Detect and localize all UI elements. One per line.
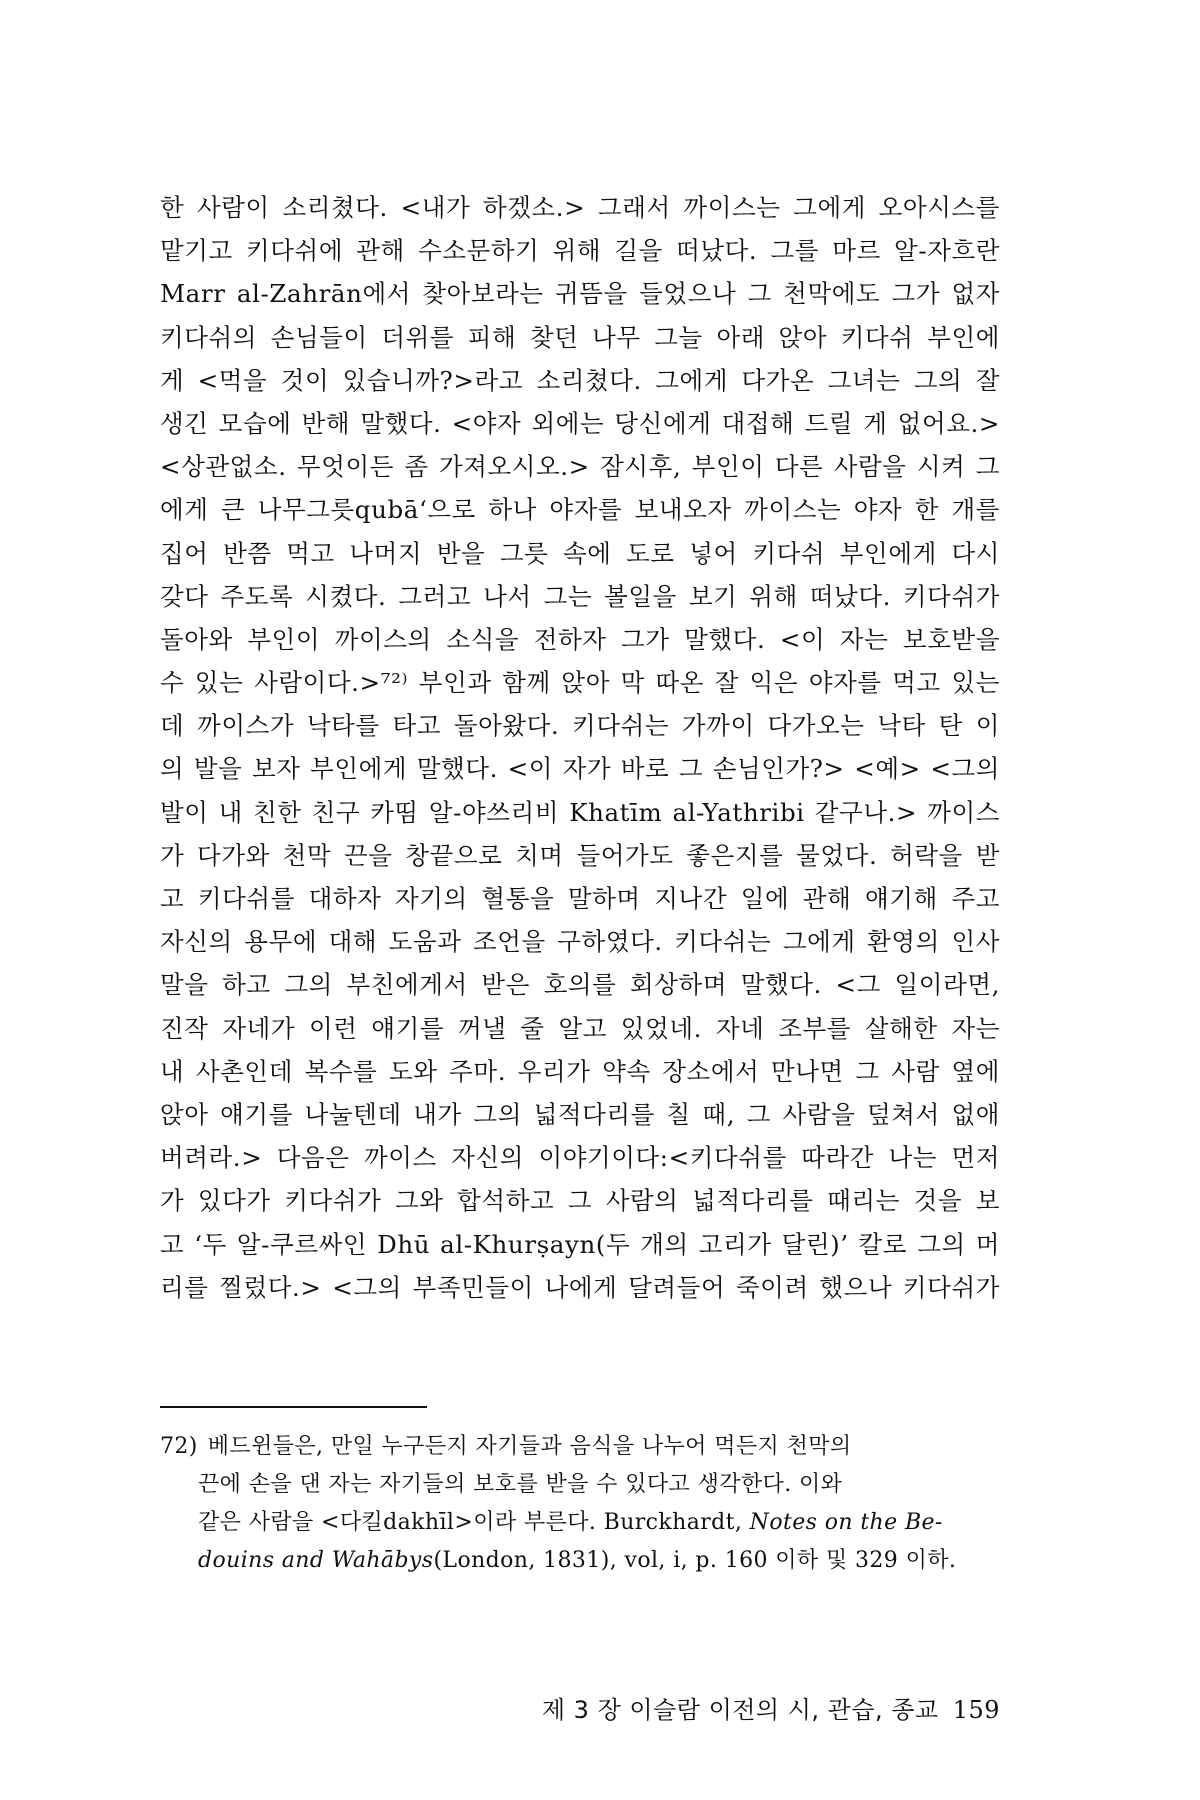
footnote-text: 베드윈들은, 만일 누구든지 자기들과 음식을 나누어 먹든지 천막의: [207, 1434, 852, 1459]
footnote-number: 72): [160, 1434, 198, 1459]
footnote-line: 끈에 손을 댄 자는 자기들의 보호를 받을 수 있다고 생각한다. 이와: [198, 1472, 843, 1497]
text-line: 집어 반쯤 먹고 나머지 반을 그릇 속에 도로 넣어 키다쉬 부인에게 다시: [160, 538, 1000, 568]
text-line: 키다쉬의 손님들이 더위를 피해 찾던 나무 그늘 아래 앉아 키다쉬 부인에: [160, 322, 1000, 352]
text-line: Marr al-Zahrān에서 찾아보라는 귀뜸을 들었으나 그 천막에도 그가 없자: [160, 279, 1000, 309]
chapter-title: 제 3 장 이슬람 이전의 시, 관습, 종교: [541, 1696, 939, 1724]
text-line: 돌아와 부인이 까이스의 소식을 전하자 그가 말했다. <이 자는 보호받을: [160, 624, 1000, 654]
running-footer: [160, 1690, 1000, 1725]
text-line: 갖다 주도록 시켰다. 그러고 나서 그는 볼일을 보기 위해 떠났다. 키다쉬가: [160, 581, 1000, 611]
text-line: <상관없소. 무엇이든 좀 가져오시오.> 잠시후, 부인이 다른 사람을 시켜 그: [160, 452, 1000, 482]
footnote-text: (London, 1831), vol, i, p. 160 이하 및 329 이하.: [433, 1548, 957, 1573]
text-line: 버려라.> 다음은 까이스 자신의 이야기이다:<키다쉬를 따라간 나는 먼저: [160, 1143, 1000, 1173]
body-text: [160, 186, 1000, 1309]
text-line: 데 까이스가 낙타를 타고 돌아왔다. 키다쉬는 가까이 다가오는 낙타 탄 이: [160, 711, 1000, 741]
footnote-title-italic: Notes on the Be-: [749, 1510, 943, 1535]
text-line: 수 있는 사람이다.>⁷²⁾ 부인과 함께 앉아 막 따온 잘 익은 야자를 먹고 있는: [160, 668, 1000, 698]
text-line: 게 <먹을 것이 있습니까?>라고 소리쳤다. 그에게 다가온 그녀는 그의 잘: [160, 365, 1000, 395]
footnote-title-italic: douins and Wahābys: [198, 1548, 434, 1573]
text-line: 말을 하고 그의 부친에게서 받은 호의를 회상하며 말했다. <그 일이라면,: [160, 970, 1000, 1000]
text-line: 내 사촌인데 복수를 도와 주마. 우리가 약속 장소에서 만나면 그 사람 옆에: [160, 1056, 1000, 1086]
text-line: 의 발을 보자 부인에게 말했다. <이 자가 바로 그 손님인가?> <예> <그의: [160, 754, 1000, 784]
footnote-line: [160, 1542, 1000, 1580]
footnote-line: [160, 1504, 1000, 1542]
text-line: 맡기고 키다쉬에 관해 수소문하기 위해 길을 떠났다. 그를 마르 알-자흐란: [160, 236, 1000, 266]
text-line: 앉아 얘기를 나눌텐데 내가 그의 넓적다리를 칠 때, 그 사람을 덮쳐서 없애: [160, 1099, 1000, 1129]
footnote-line: [160, 1428, 1000, 1466]
text-line: 자신의 용무에 대해 도움과 조언을 구하였다. 키다쉬는 그에게 환영의 인사: [160, 927, 1000, 957]
text-line: 고 ‘두 알-쿠르싸인 Dhū al-Khurṣayn(두 개의 고리가 달린)’ 칼로 그의 머: [160, 1229, 1000, 1259]
text-line: 에게 큰 나무그릇qubā‘으로 하나 야자를 보내오자 까이스는 야자 한 개를: [160, 495, 1000, 525]
text-line: 한 사람이 소리쳤다. <내가 하겠소.> 그래서 까이스는 그에게 오아시스를: [160, 193, 1000, 222]
page-number: 159: [952, 1696, 1000, 1724]
text-line: 가 있다가 키다쉬가 그와 합석하고 그 사람의 넓적다리를 때리는 것을 보: [160, 1186, 1000, 1216]
text-line: 생긴 모습에 반해 말했다. <야자 외에는 당신에게 대접해 드릴 게 없어요.>: [160, 408, 1000, 438]
text-line: 발이 내 친한 친구 카띰 알-야쓰리비 Khatīm al-Yathribi 같구나.> 까이스: [160, 797, 1000, 827]
text-line: 진작 자네가 이런 얘기를 꺼낼 줄 알고 있었네. 자네 조부를 살해한 자는: [160, 1013, 1000, 1043]
footnote-text: 같은 사람을 <다킬dakhīl>이라 부른다. Burckhardt,: [198, 1510, 743, 1535]
footnote: [160, 1428, 1000, 1580]
text-line: 가 다가와 천막 끈을 창끝으로 치며 들어가도 좋은지를 물었다. 허락을 받: [160, 840, 1000, 870]
text-line: 고 키다쉬를 대하자 자기의 혈통을 말하며 지나간 일에 관해 얘기해 주고: [160, 884, 1000, 913]
footnote-divider: [160, 1406, 427, 1408]
text-line: 리를 찔렀다.> <그의 부족민들이 나에게 달려들어 죽이려 했으나 키다쉬가: [160, 1272, 1000, 1302]
